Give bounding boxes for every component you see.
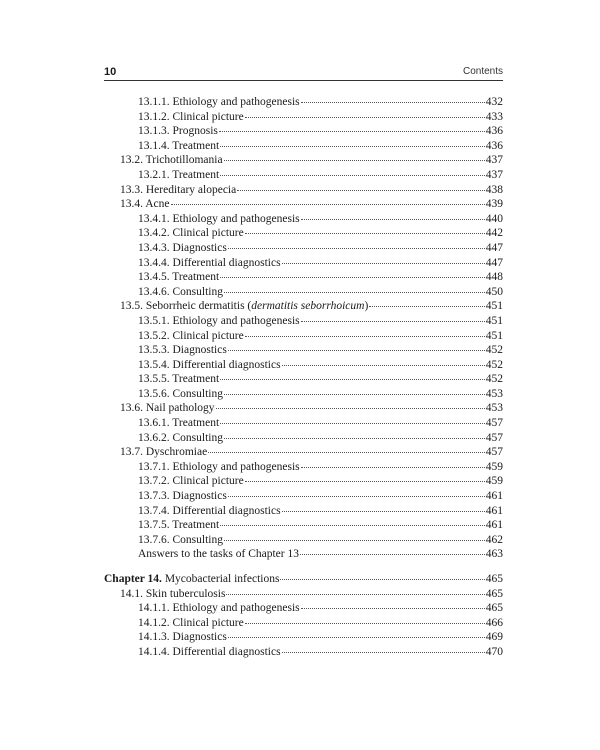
dot-leader [228, 495, 485, 497]
toc-entry-title [120, 153, 223, 168]
toc-entry-title [138, 372, 219, 387]
toc-entry[interactable] [104, 343, 503, 358]
toc-entry-page: 453 [485, 387, 503, 400]
dot-leader [224, 159, 485, 161]
page-number: 10 [104, 66, 117, 78]
dot-leader [245, 116, 485, 118]
toc-entry[interactable] [104, 358, 503, 373]
toc-entry[interactable] [104, 645, 503, 660]
toc-entry[interactable] [104, 431, 503, 446]
toc-entry-page: 453 [485, 402, 503, 415]
toc-entry-title [138, 95, 300, 110]
toc-entry-title [138, 226, 244, 241]
toc-entry-page: 461 [485, 490, 503, 503]
toc-entry-text: 13.7.4. Differential diagnostics [138, 504, 281, 517]
toc-entry-text: 14.1.1. Ethiology and pathogenesis [138, 602, 300, 615]
toc-entry-title [138, 474, 244, 489]
toc-entry-title [120, 299, 368, 314]
dot-leader [171, 203, 485, 205]
toc-entry-page: 465 [485, 602, 503, 615]
toc-entry-page: 440 [485, 212, 503, 225]
toc-entry[interactable] [104, 416, 503, 431]
toc-entry-text: Answers to the tasks of Chapter 13 [138, 548, 299, 561]
dot-leader [219, 130, 485, 132]
toc-entry-page: 447 [485, 256, 503, 269]
toc-entry-text: 13.5.5. Treatment [138, 373, 220, 386]
toc-entry-text: 13.2.1. Treatment [138, 168, 220, 181]
toc-entry-page: 432 [485, 96, 503, 108]
dot-leader [228, 349, 485, 351]
toc-entry-text: 13.7.6. Consulting [138, 533, 223, 546]
latin-term: dermatitis seborrhoicum [251, 300, 365, 313]
running-head: Contents [462, 66, 503, 77]
toc-entry-text: 13.4.4. Differential diagnostics [138, 256, 281, 269]
toc-entry[interactable] [104, 270, 503, 285]
toc-entry-title [120, 183, 236, 198]
toc-entry-text: 13.5.1. Ethiology and pathogenesis [138, 314, 300, 327]
toc-entry-text: 13.5.6. Consulting [138, 387, 223, 400]
toc-entry-page: 451 [485, 314, 503, 327]
toc-entry-page: 457 [485, 431, 503, 444]
toc-entry-title [138, 285, 223, 300]
toc-entry-page: 463 [485, 548, 503, 561]
toc-entry-text: 13.4.5. Treatment [138, 271, 220, 284]
toc-entry[interactable] [104, 587, 503, 602]
toc-entry-text: 13.4. Acne [120, 198, 170, 211]
dot-leader [282, 262, 485, 264]
toc-entry-title [120, 445, 207, 460]
toc-entry-text: Mycobacterial infections [161, 573, 280, 585]
dot-leader [301, 466, 485, 468]
toc-entry[interactable] [104, 95, 503, 110]
toc-entry-page: 450 [485, 285, 503, 298]
toc-entry-title [138, 387, 223, 402]
toc-entry[interactable] [104, 401, 503, 416]
toc-entry-title [138, 489, 227, 504]
toc-entry[interactable] [104, 124, 503, 139]
toc-entry-page: 465 [485, 573, 503, 585]
toc-entry[interactable] [104, 226, 503, 241]
page-header [104, 66, 503, 81]
toc-entry-title [138, 270, 219, 285]
toc-entry-text: 13.6.1. Treatment [138, 417, 220, 430]
dot-leader [224, 539, 485, 541]
toc-entry-title [138, 343, 227, 358]
toc-entry-title [138, 241, 227, 256]
dot-leader [245, 622, 485, 624]
toc-entry-title [138, 630, 227, 645]
toc-entry-text: 14.1.2. Clinical picture [138, 616, 244, 629]
toc-entry-page: 437 [485, 168, 503, 181]
dot-leader [282, 510, 485, 512]
toc-entry[interactable] [104, 329, 503, 344]
dot-leader [280, 578, 484, 580]
toc-entry[interactable] [104, 372, 503, 387]
toc-entry-title [138, 547, 299, 562]
toc-entry-page: 452 [485, 358, 503, 371]
toc-entry-title [138, 416, 219, 431]
toc-entry-text: 13.3. Hereditary alopecia [120, 183, 237, 196]
dot-leader [282, 651, 485, 653]
toc-entry[interactable] [104, 547, 503, 562]
toc-entry[interactable] [104, 197, 503, 212]
dot-leader [220, 276, 485, 278]
dot-leader [300, 553, 485, 555]
toc-entry-page: 452 [485, 344, 503, 357]
toc-entry-text: 13.7.5. Treatment [138, 519, 220, 532]
toc-entry[interactable] [104, 168, 503, 183]
dot-leader [220, 524, 485, 526]
toc-entry-page: 452 [485, 373, 503, 386]
toc-entry-page: 466 [485, 616, 503, 629]
chapter-label: Chapter 14. [104, 573, 162, 585]
toc-entry-text: 13.1.4. Treatment [138, 139, 220, 152]
toc-entry-text: 13.5.3. Diagnostics [138, 344, 227, 357]
dot-leader [224, 393, 485, 395]
table-of-contents [104, 95, 503, 660]
toc-entry[interactable] [104, 445, 503, 460]
dot-leader [216, 407, 485, 409]
toc-entry[interactable] [104, 212, 503, 227]
dot-leader [301, 218, 485, 220]
toc-entry-page: 457 [485, 446, 503, 459]
toc-entry-page: 436 [485, 125, 503, 138]
toc-entry-text: 13.2. Trichotillomania [120, 154, 223, 167]
toc-entry-text: 13.4.6. Consulting [138, 285, 223, 298]
toc-entry-text: 13.6.2. Consulting [138, 431, 223, 444]
dot-leader [245, 480, 485, 482]
toc-entry-text: 13.1.1. Ethiology and pathogenesis [138, 96, 300, 108]
toc-entry-page: 451 [485, 300, 503, 313]
toc-entry-text: 14.1.4. Differential diagnostics [138, 645, 281, 658]
dot-leader [282, 364, 485, 366]
toc-entry-page: 439 [485, 198, 503, 211]
toc-entry[interactable] [104, 489, 503, 504]
toc-entry-title [138, 616, 244, 631]
toc-entry-page: 462 [485, 533, 503, 546]
toc-entry-page: 436 [485, 139, 503, 152]
toc-entry[interactable] [104, 504, 503, 519]
toc-entry-title [138, 212, 300, 227]
toc-entry-title [138, 431, 223, 446]
toc-entry-text: 13.7. Dyschromiae [120, 446, 208, 459]
dot-leader [220, 174, 485, 176]
dot-leader [224, 437, 485, 439]
toc-entry[interactable] [104, 299, 503, 314]
dot-leader [301, 320, 485, 322]
toc-entry-text: 14.1.3. Diagnostics [138, 631, 227, 644]
toc-entry-page: 457 [485, 417, 503, 430]
toc-entry-page: 459 [485, 475, 503, 488]
toc-entry-page: 469 [485, 631, 503, 644]
toc-entry[interactable] [104, 256, 503, 271]
toc-entry[interactable] [104, 110, 503, 125]
toc-entry[interactable] [104, 387, 503, 402]
toc-entry-page: 465 [485, 587, 503, 600]
dot-leader [228, 636, 485, 638]
toc-entry-title [138, 124, 218, 139]
toc-entry-title [138, 533, 223, 548]
toc-entry[interactable] [104, 153, 503, 168]
toc-entry-title [138, 504, 281, 519]
toc-entry-title [138, 256, 281, 271]
toc-entry-title [138, 314, 300, 329]
toc-entry-page: 461 [485, 519, 503, 532]
toc-entry-title [138, 358, 281, 373]
toc-entry-title [104, 572, 279, 587]
toc-entry[interactable] [104, 533, 503, 548]
toc-entry-page: 451 [485, 329, 503, 342]
dot-leader [301, 607, 485, 609]
toc-entry-text: 13.1.2. Clinical picture [138, 110, 244, 123]
toc-entry[interactable] [104, 241, 503, 256]
toc-entry[interactable] [104, 183, 503, 198]
toc-entry[interactable] [104, 285, 503, 300]
toc-entry[interactable] [104, 630, 503, 645]
dot-leader [224, 291, 485, 293]
toc-entry-text: 13.4.2. Clinical picture [138, 227, 244, 240]
dot-leader [301, 101, 485, 103]
toc-entry[interactable] [104, 474, 503, 489]
dot-leader [226, 593, 484, 595]
toc-entry[interactable] [104, 572, 503, 587]
toc-entry-page: 461 [485, 504, 503, 517]
toc-entry-text: 13.7.1. Ethiology and pathogenesis [138, 460, 300, 473]
toc-entry-text: 13.5.4. Differential diagnostics [138, 358, 281, 371]
toc-entry-page: 437 [485, 154, 503, 167]
toc-entry-title [138, 518, 219, 533]
toc-entry-title [120, 197, 170, 212]
toc-entry-title [138, 168, 219, 183]
toc-entry-text: 13.6. Nail pathology [120, 402, 215, 415]
toc-entry[interactable] [104, 518, 503, 533]
dot-leader [208, 451, 485, 453]
toc-entry[interactable] [104, 139, 503, 154]
dot-leader [220, 145, 485, 147]
dot-leader [369, 305, 484, 307]
toc-entry[interactable] [104, 601, 503, 616]
toc-entry-title [138, 460, 300, 475]
dot-leader [228, 247, 485, 249]
toc-entry-title [120, 587, 225, 602]
toc-entry-page: 470 [485, 645, 503, 658]
dot-leader [220, 422, 485, 424]
toc-entry-title [120, 401, 215, 416]
toc-entry-text: 13.1.3. Prognosis [138, 125, 218, 138]
toc-entry[interactable] [104, 460, 503, 475]
toc-entry-text: 13.4.3. Diagnostics [138, 241, 227, 254]
toc-entry[interactable] [104, 616, 503, 631]
toc-entry-text: 13.7.3. Diagnostics [138, 490, 227, 503]
toc-entry-text: 13.4.1. Ethiology and pathogenesis [138, 212, 300, 225]
toc-entry-page: 433 [485, 110, 503, 123]
toc-entry-page: 442 [485, 227, 503, 240]
toc-entry-text: 13.5.2. Clinical picture [138, 329, 244, 342]
toc-entry-page: 459 [485, 460, 503, 473]
dot-leader [245, 335, 485, 337]
dot-leader [245, 232, 485, 234]
dot-leader [237, 189, 485, 191]
toc-entry[interactable] [104, 314, 503, 329]
toc-entry-page: 447 [485, 241, 503, 254]
toc-entry-title [138, 645, 281, 660]
toc-entry-text: 13.7.2. Clinical picture [138, 475, 244, 488]
toc-entry-page: 448 [485, 271, 503, 284]
toc-entry-title [138, 110, 244, 125]
toc-entry-text: 14.1. Skin tuberculosis [120, 587, 226, 600]
toc-entry-title [138, 329, 244, 344]
toc-entry-text: 13.5. Seborrheic dermatitis ( [120, 300, 252, 313]
toc-entry-suffix: ) [364, 300, 369, 313]
toc-entry-title [138, 601, 300, 616]
dot-leader [220, 378, 485, 380]
toc-entry-page: 438 [485, 183, 503, 196]
toc-entry-title [138, 139, 219, 154]
